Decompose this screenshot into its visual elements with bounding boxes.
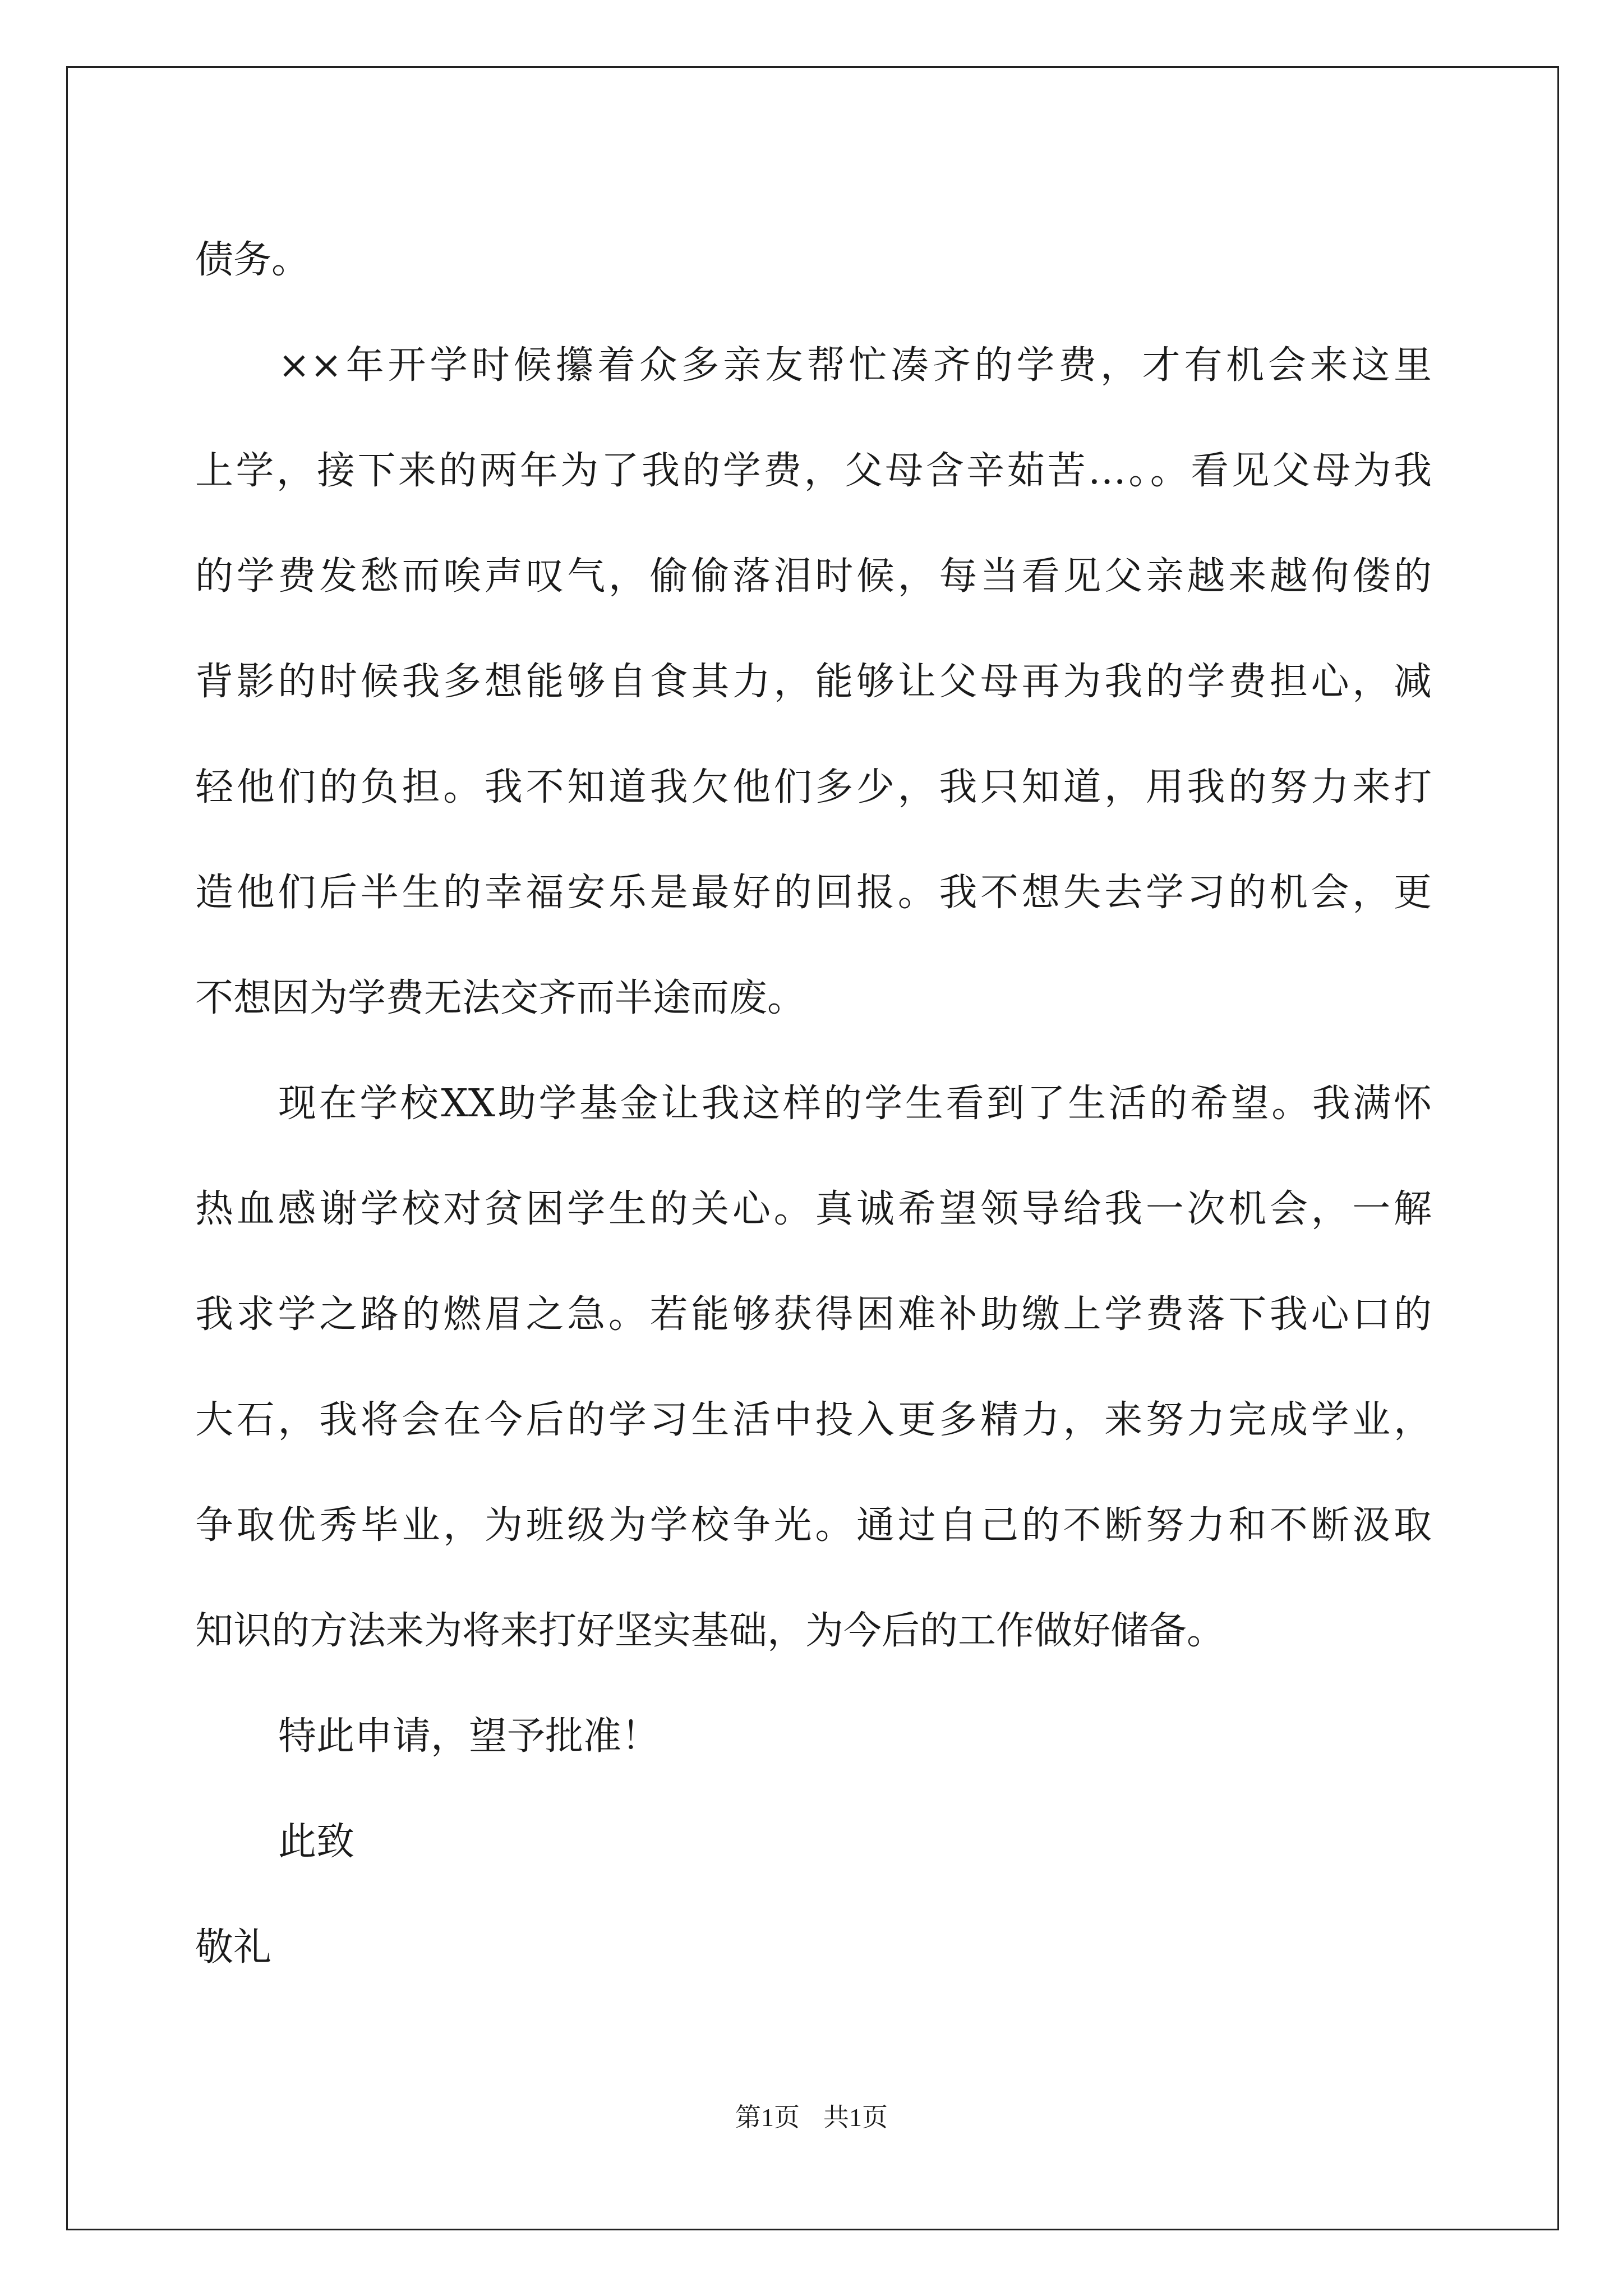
text-line: 背影的时候我多想能够自食其力，能够让父母再为我的学费担心，减 bbox=[195, 660, 1432, 704]
text-line: 轻他们的负担。我不知道我欠他们多少，我只知道，用我的努力来打 bbox=[195, 765, 1432, 809]
page-total: 共1页 bbox=[823, 2103, 888, 2132]
text-line: 债务。 bbox=[195, 238, 310, 282]
text-line: 热血感谢学校对贫困学生的关心。真诚希望领导给我一次机会，一解 bbox=[195, 1187, 1432, 1231]
letter-body bbox=[195, 208, 1432, 2000]
text-line: 现在学校XX助学基金让我这样的学生看到了生活的希望。我满怀 bbox=[278, 1082, 1432, 1126]
text-line: 争取优秀毕业，为班级为学校争光。通过自己的不断努力和不断汲取 bbox=[195, 1503, 1432, 1548]
text-line: 的学费发愁而唉声叹气，偷偷落泪时候，每当看见父亲越来越佝偻的 bbox=[195, 554, 1432, 599]
page-footer bbox=[0, 2097, 1623, 2134]
page-number: 第1页 bbox=[735, 2103, 800, 2132]
text-line: 上学，接下来的两年为了我的学费，父母含辛茹苦…。。看见父母为我 bbox=[195, 449, 1432, 493]
text-line: 特此申请，望予批准！ bbox=[278, 1714, 660, 1759]
text-line: 造他们后半生的幸福安乐是最好的回报。我不想失去学习的机会，更 bbox=[195, 871, 1432, 915]
text-line: 我求学之路的燃眉之急。若能够获得困难补助缴上学费落下我心口的 bbox=[195, 1292, 1432, 1337]
text-line: 不想因为学费无法交齐而半途而废。 bbox=[195, 976, 806, 1020]
text-line: 敬礼 bbox=[195, 1925, 272, 1970]
text-line: 知识的方法来为将来打好坚实基础，为今后的工作做好储备。 bbox=[195, 1609, 1225, 1653]
text-line: 此致 bbox=[278, 1820, 355, 1864]
text-line: ××年开学时候攥着众多亲友帮忙凑齐的学费，才有机会来这里 bbox=[278, 343, 1432, 388]
text-line: 大石，我将会在今后的学习生活中投入更多精力，来努力完成学业， bbox=[195, 1398, 1432, 1442]
